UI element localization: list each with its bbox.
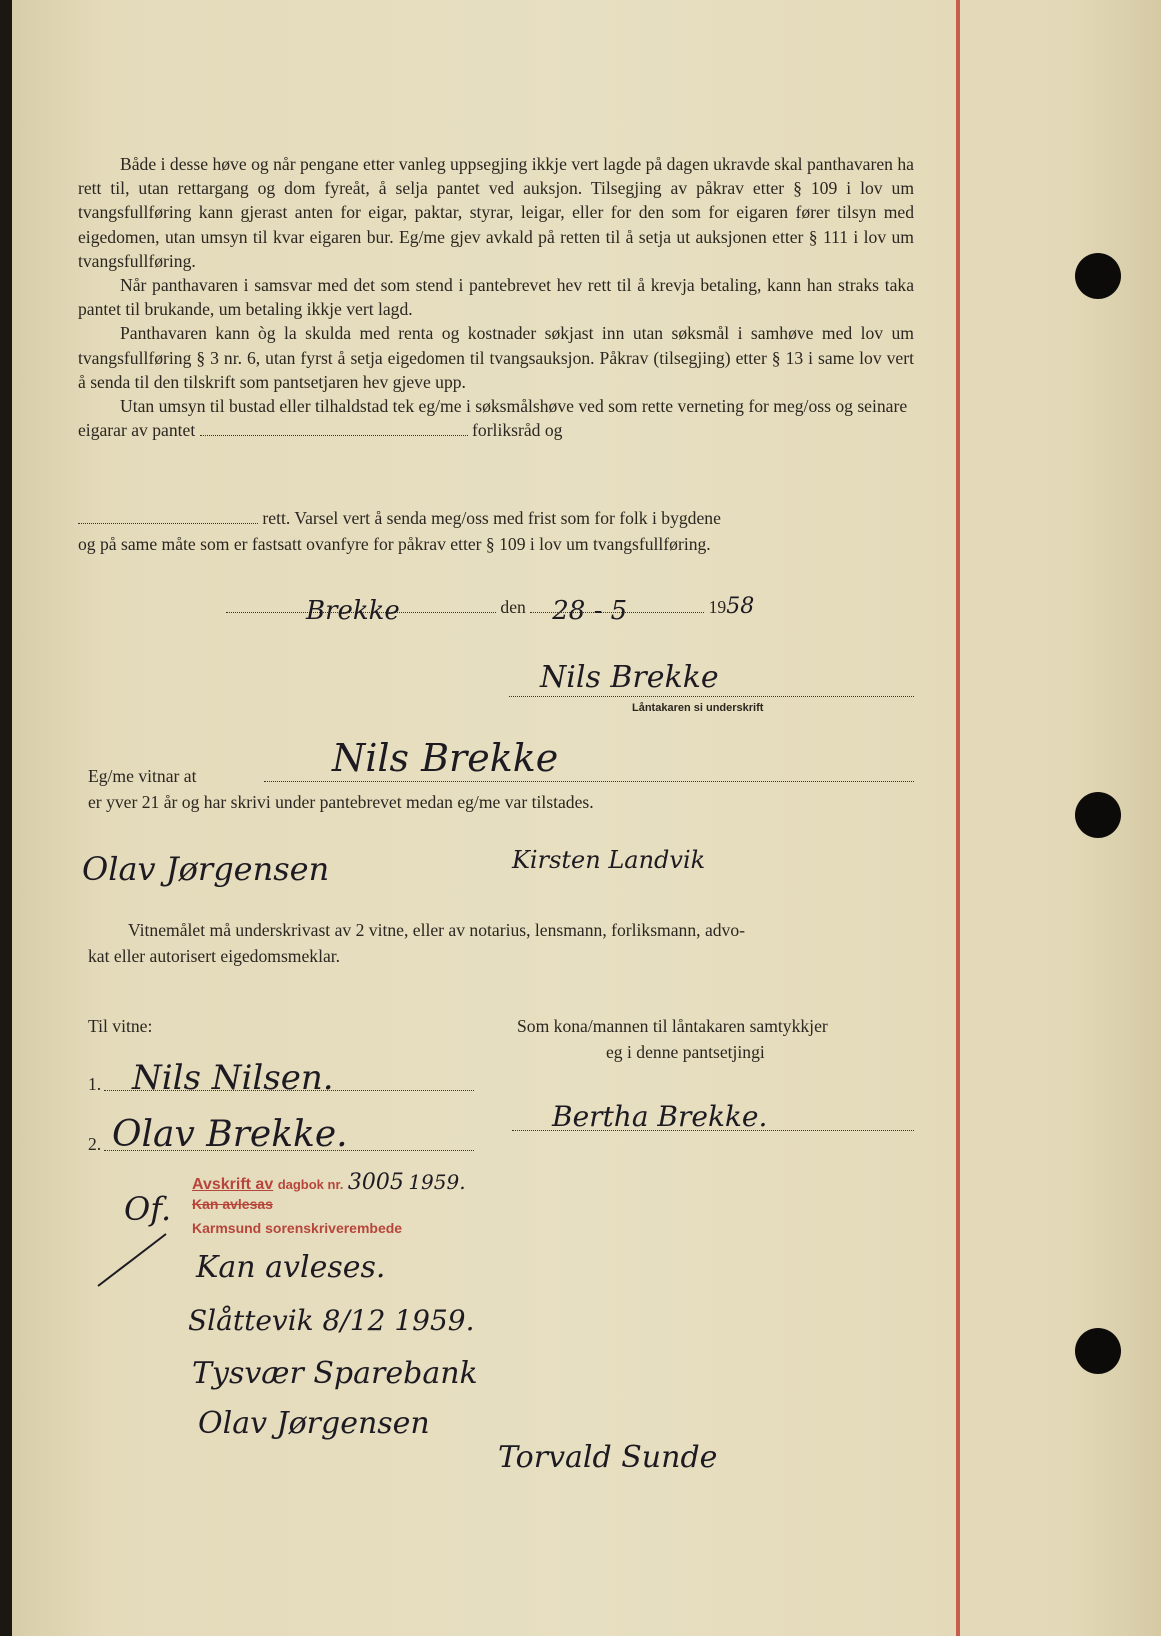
- notice-line-2: kat eller autorisert eigedomsmeklar.: [88, 946, 341, 966]
- stamp-line-1: Avskrift av dagbok nr. 3005 1959.: [192, 1170, 466, 1195]
- note-line-1: Kan avleses.: [196, 1250, 386, 1285]
- terms-text: [78, 152, 914, 442]
- year-prefix: 19: [708, 597, 727, 617]
- date-handwritten: 28 - 5: [552, 596, 628, 626]
- place-field[interactable]: [226, 596, 496, 626]
- vitne-1-number: 1.: [88, 1074, 102, 1094]
- forliksrad-label: forliksråd og: [472, 420, 563, 441]
- note-initials: Of.: [124, 1190, 172, 1228]
- note-slash-mark: [92, 1230, 172, 1290]
- borrower-signature-line: [509, 696, 914, 697]
- note-line-4: Olav Jørgensen: [198, 1406, 430, 1441]
- rett-line: rett. Varsel vert å senda meg/oss med frist som for folk i bygdene: [78, 508, 721, 529]
- document-page: [12, 0, 1161, 1636]
- rett-field[interactable]: [78, 523, 258, 524]
- spouse-signature: Bertha Brekke.: [552, 1100, 768, 1133]
- last-line: og på same måte som er fastsatt ovanfyre for påkrav etter § 109 i lov um tvangsfullføring.: [78, 534, 711, 554]
- date-line: [226, 594, 755, 626]
- punch-hole: [1075, 253, 1121, 299]
- witness-signature-1: Olav Jørgensen: [82, 850, 330, 888]
- witness-signature-2: Kirsten Landvik: [512, 846, 706, 874]
- stamp-year-handwritten: 1959.: [408, 1170, 466, 1194]
- vitne-2-signature: Olav Brekke.: [112, 1114, 348, 1155]
- witness-name-line: [264, 781, 914, 782]
- stamp-line-3: Karmsund sorenskriverembede: [192, 1220, 403, 1236]
- den-label: den: [500, 597, 526, 617]
- date-field[interactable]: [530, 596, 704, 626]
- note-line-3: Tysvær Sparebank: [192, 1356, 478, 1391]
- paragraph-collection: Panthavaren kann òg la skulda med renta og kostnader søkjast inn utan søksmål i samhøve med lov um tvangsfullføring § 3 nr. 6, utan fyrst å setja eigedomen til tvangsauksjon. Påkrav (tilsegjing) etter § 13 i same lov vert å senda til den tilskrift som pantsetjaren hev gjeve upp.: [78, 323, 914, 392]
- witness-name-handwritten: Nils Brekke: [332, 736, 559, 780]
- borrower-caption: Låntakaren si underskrift: [632, 702, 764, 714]
- margin-red-line: [956, 0, 960, 1636]
- witness-intro: Eg/me vitnar at: [88, 766, 197, 786]
- venue-field[interactable]: [200, 435, 468, 436]
- consent-line-2: eg i denne pantsetjingi: [606, 1042, 765, 1062]
- paragraph-auction: Både i desse høve og når pengane etter vanleg uppsegjing ikkje vert lagde på dagen ukravde skal panthavaren ha rett til, utan rettargang og dom fyreåt, å selja pantet ved auksjon. Tilsegjing av påkrav etter § 109 i lov um tvangsfullføring kann gjerast anten for eigar, paktar, styrar, leigar, eller for den som for eigaren fører tilsyn med eigedomen, utan umsyn til kvar eigaren bur. Eg/me gjev avkald på retten til å setja ut auksjonen etter § 111 i lov um tvangsfullføring.: [78, 154, 914, 271]
- punch-hole: [1075, 1328, 1121, 1374]
- note-final-signature: Torvald Sunde: [498, 1440, 718, 1475]
- vitne-2-number: 2.: [88, 1134, 102, 1154]
- note-line-2: Slåttevik 8/12 1959.: [188, 1304, 475, 1337]
- borrower-signature: Nils Brekke: [540, 660, 719, 695]
- paragraph-payment: Når panthavaren i samsvar med det som stend i pantebrevet hev rett til å krevja betaling, kann han straks taka pantet til brukande, um betaling ikkje vert lagd.: [78, 275, 914, 320]
- paragraph-venue: Utan umsyn til bustad eller tilhaldstad tek eg/me i søksmålshøve ved som rette verneting for meg/oss og seinare eigarar av pantet forliksråd og: [78, 396, 908, 441]
- til-vitne-label: Til vitne:: [88, 1016, 153, 1036]
- vitne-1-signature: Nils Nilsen.: [132, 1058, 334, 1098]
- witness-statement: er yver 21 år og har skrivi under pantebrevet medan eg/me var tilstades.: [88, 792, 594, 812]
- punch-hole: [1075, 792, 1121, 838]
- notice-line-1: Vitnemålet må underskrivast av 2 vitne, eller av notarius, lensmann, forliksmann, advo-: [128, 920, 746, 940]
- place-handwritten: Brekke: [306, 596, 400, 626]
- consent-line-1: Som kona/mannen til låntakaren samtykkjer: [517, 1016, 828, 1036]
- stamp-line-2: Kan avlesas: [192, 1196, 273, 1212]
- year-handwritten: 58: [726, 594, 755, 619]
- stamp-number-handwritten: 3005: [347, 1170, 404, 1195]
